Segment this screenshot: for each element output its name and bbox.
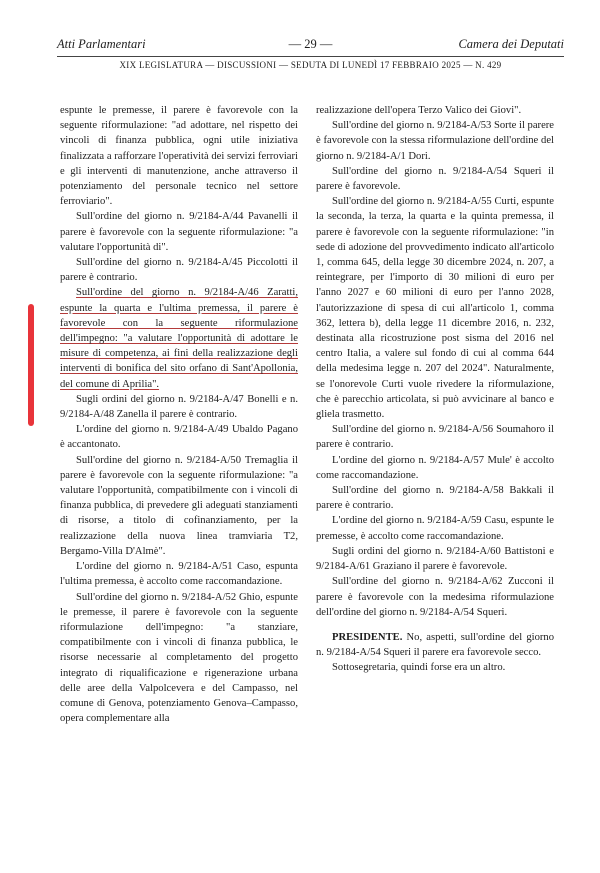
paragraph: Sull'ordine del giorno n. 9/2184-A/58 Bakkali il parere è contrario.	[316, 485, 554, 512]
paragraph: Sugli ordini del giorno n. 9/2184-A/47 Bonelli e n. 9/2184-A/48 Zanella il parere è contrario.	[60, 393, 298, 421]
speaker-name: PRESIDENTE.	[332, 631, 403, 643]
paragraph: Sull'ordine del giorno n. 9/2184-A/54 Squeri il parere è favorevole.	[316, 165, 554, 193]
paragraph: L'ordine del giorno n. 9/2184-A/49 Ubaldo Pagano è accantonato.	[60, 424, 298, 451]
left-column	[60, 103, 298, 726]
page-number: — 29 —	[288, 37, 333, 51]
highlight-annotation-bar	[28, 304, 34, 426]
paragraph: Sull'ordine del giorno n. 9/2184-A/45 Piccolotti il parere è contrario.	[60, 257, 298, 284]
header-rule	[57, 56, 564, 57]
speech-text: No, aspetti, sull'ordine del giorno n. 9/2184-A/54 Squeri il parere era favorevole secco.	[316, 631, 554, 659]
paragraph: Sottosegretaria, quindi forse era un altro.	[332, 662, 506, 674]
paragraph: Sull'ordine del giorno n. 9/2184-A/62 Zucconi il parere è favorevole con la medesima riformulazione dell'ordine del giorno n. 9/2184-A/54 Squeri.	[316, 576, 554, 618]
paragraph: L'ordine del giorno n. 9/2184-A/51 Caso, espunta l'ultima premessa, è accolto come raccomandazione.	[60, 561, 298, 588]
header-subtitle: XIX LEGISLATURA — DISCUSSIONI — SEDUTA DI LUNEDÌ 17 FEBBRAIO 2025 — N. 429	[119, 60, 502, 70]
page-header	[57, 37, 564, 55]
speech-paragraph	[316, 630, 554, 660]
paragraph: Sull'ordine del giorno n. 9/2184-A/55 Curti, espunte la seconda, la terza, la quarta e la quinta premessa, il parere è favorevole con la seguente riformulazione: "in sede di adozione del provvedimento indicato all'articolo 1, comma 645, della legge 30 dicembre 2024, n. 207, a reintegrare, per l'importo di 30 milioni di euro per l'anno 2027 e 60 milioni di euro per l'anno 2028, l'autorizzazione di spesa di cui all'articolo 1, comma 362, lettera b), della legge 11 dicembre 2016, n. 232, destinata alla ricostruzione post sisma del 2016 nel centro Italia, a valere sul fondo di cui al comma 644 della medesima legge n. 207 del 2024". Naturalmente, se l'onorevole Curti vuole rivedere la riformulazione, che è parecchio articolata, si può avvicinare al banco e gliela trasmetto.	[316, 196, 554, 421]
paragraph: espunte le premesse, il parere è favorevole con la seguente riformulazione: "ad adottare, nel rispetto dei vincoli di finanza pubblica, ogni utile iniziativa finalizzata a rafforzare l'operatività dei servizi ferroviari e gli interventi di manutenzione, anche attraverso il potenziamento del personale tecnico nel settore ferroviario".	[60, 105, 298, 208]
paragraph: Sull'ordine del giorno n. 9/2184-A/56 Soumahoro il parere è contrario.	[316, 424, 554, 451]
paragraph: L'ordine del giorno n. 9/2184-A/57 Mule' è accolto come raccomandazione.	[316, 454, 554, 481]
paragraph: Sull'ordine del giorno n. 9/2184-A/44 Pavanelli il parere è favorevole con la seguente riformulazione: "a valutare l'opportunità di".	[60, 211, 298, 253]
paragraph: L'ordine del giorno n. 9/2184-A/59 Casu, espunte le premesse, è accolto come raccomandazione.	[316, 515, 554, 542]
right-column	[316, 103, 554, 676]
paragraph: Sugli ordini del giorno n. 9/2184-A/60 Battistoni e 9/2184-A/61 Graziano il parere è favorevole.	[316, 545, 554, 573]
paragraph: Sull'ordine del giorno n. 9/2184-A/53 Sorte il parere è favorevole con la stessa riformulazione dell'ordine del giorno n. 9/2184-A/1 Dori.	[316, 120, 554, 162]
paragraph: Sull'ordine del giorno n. 9/2184-A/52 Ghio, espunte le premesse, il parere è favorevole con la seguente riformulazione dell'impegno: "a stanziare, compatibilmente con i vincoli di finanza pubblica, le risorse necessarie al completamento del progetto integrato di riqualificazione e rigenerazione urbana delle aree della Valpolcevera e del Campasso, nel comune di Genova, potenziamento Genova–Campasso, opera complementare alla	[60, 591, 298, 725]
highlighted-paragraph: Sull'ordine del giorno n. 9/2184-A/46 Zaratti, espunte la quarta e l'ultima premessa, il parere è favorevole con la seguente riformulazione dell'impegno: "a valutare l'opportunità di adottare le misure di competenza, ai fini della realizzazione degli interventi di bonifica del sito orfano di Sant'Apollonia, del comune di Aprilia".	[60, 287, 298, 390]
header-left: Atti Parlamentari	[57, 37, 146, 51]
paragraph: Sull'ordine del giorno n. 9/2184-A/50 Tremaglia il parere è favorevole con la seguente riformulazione: "a valutare l'opportunità, compatibilmente con i vincoli di finanza pubblica, di prevedere gli adeguati stanziamenti di risorse, a titolo di cofinanziamento, per la realizzazione della nuova linea tramviaria T2, Bergamo-Villa D'Almè".	[60, 454, 298, 557]
paragraph: realizzazione dell'opera Terzo Valico dei Giovi".	[316, 105, 522, 116]
header-right: Camera dei Deputati	[458, 37, 564, 51]
